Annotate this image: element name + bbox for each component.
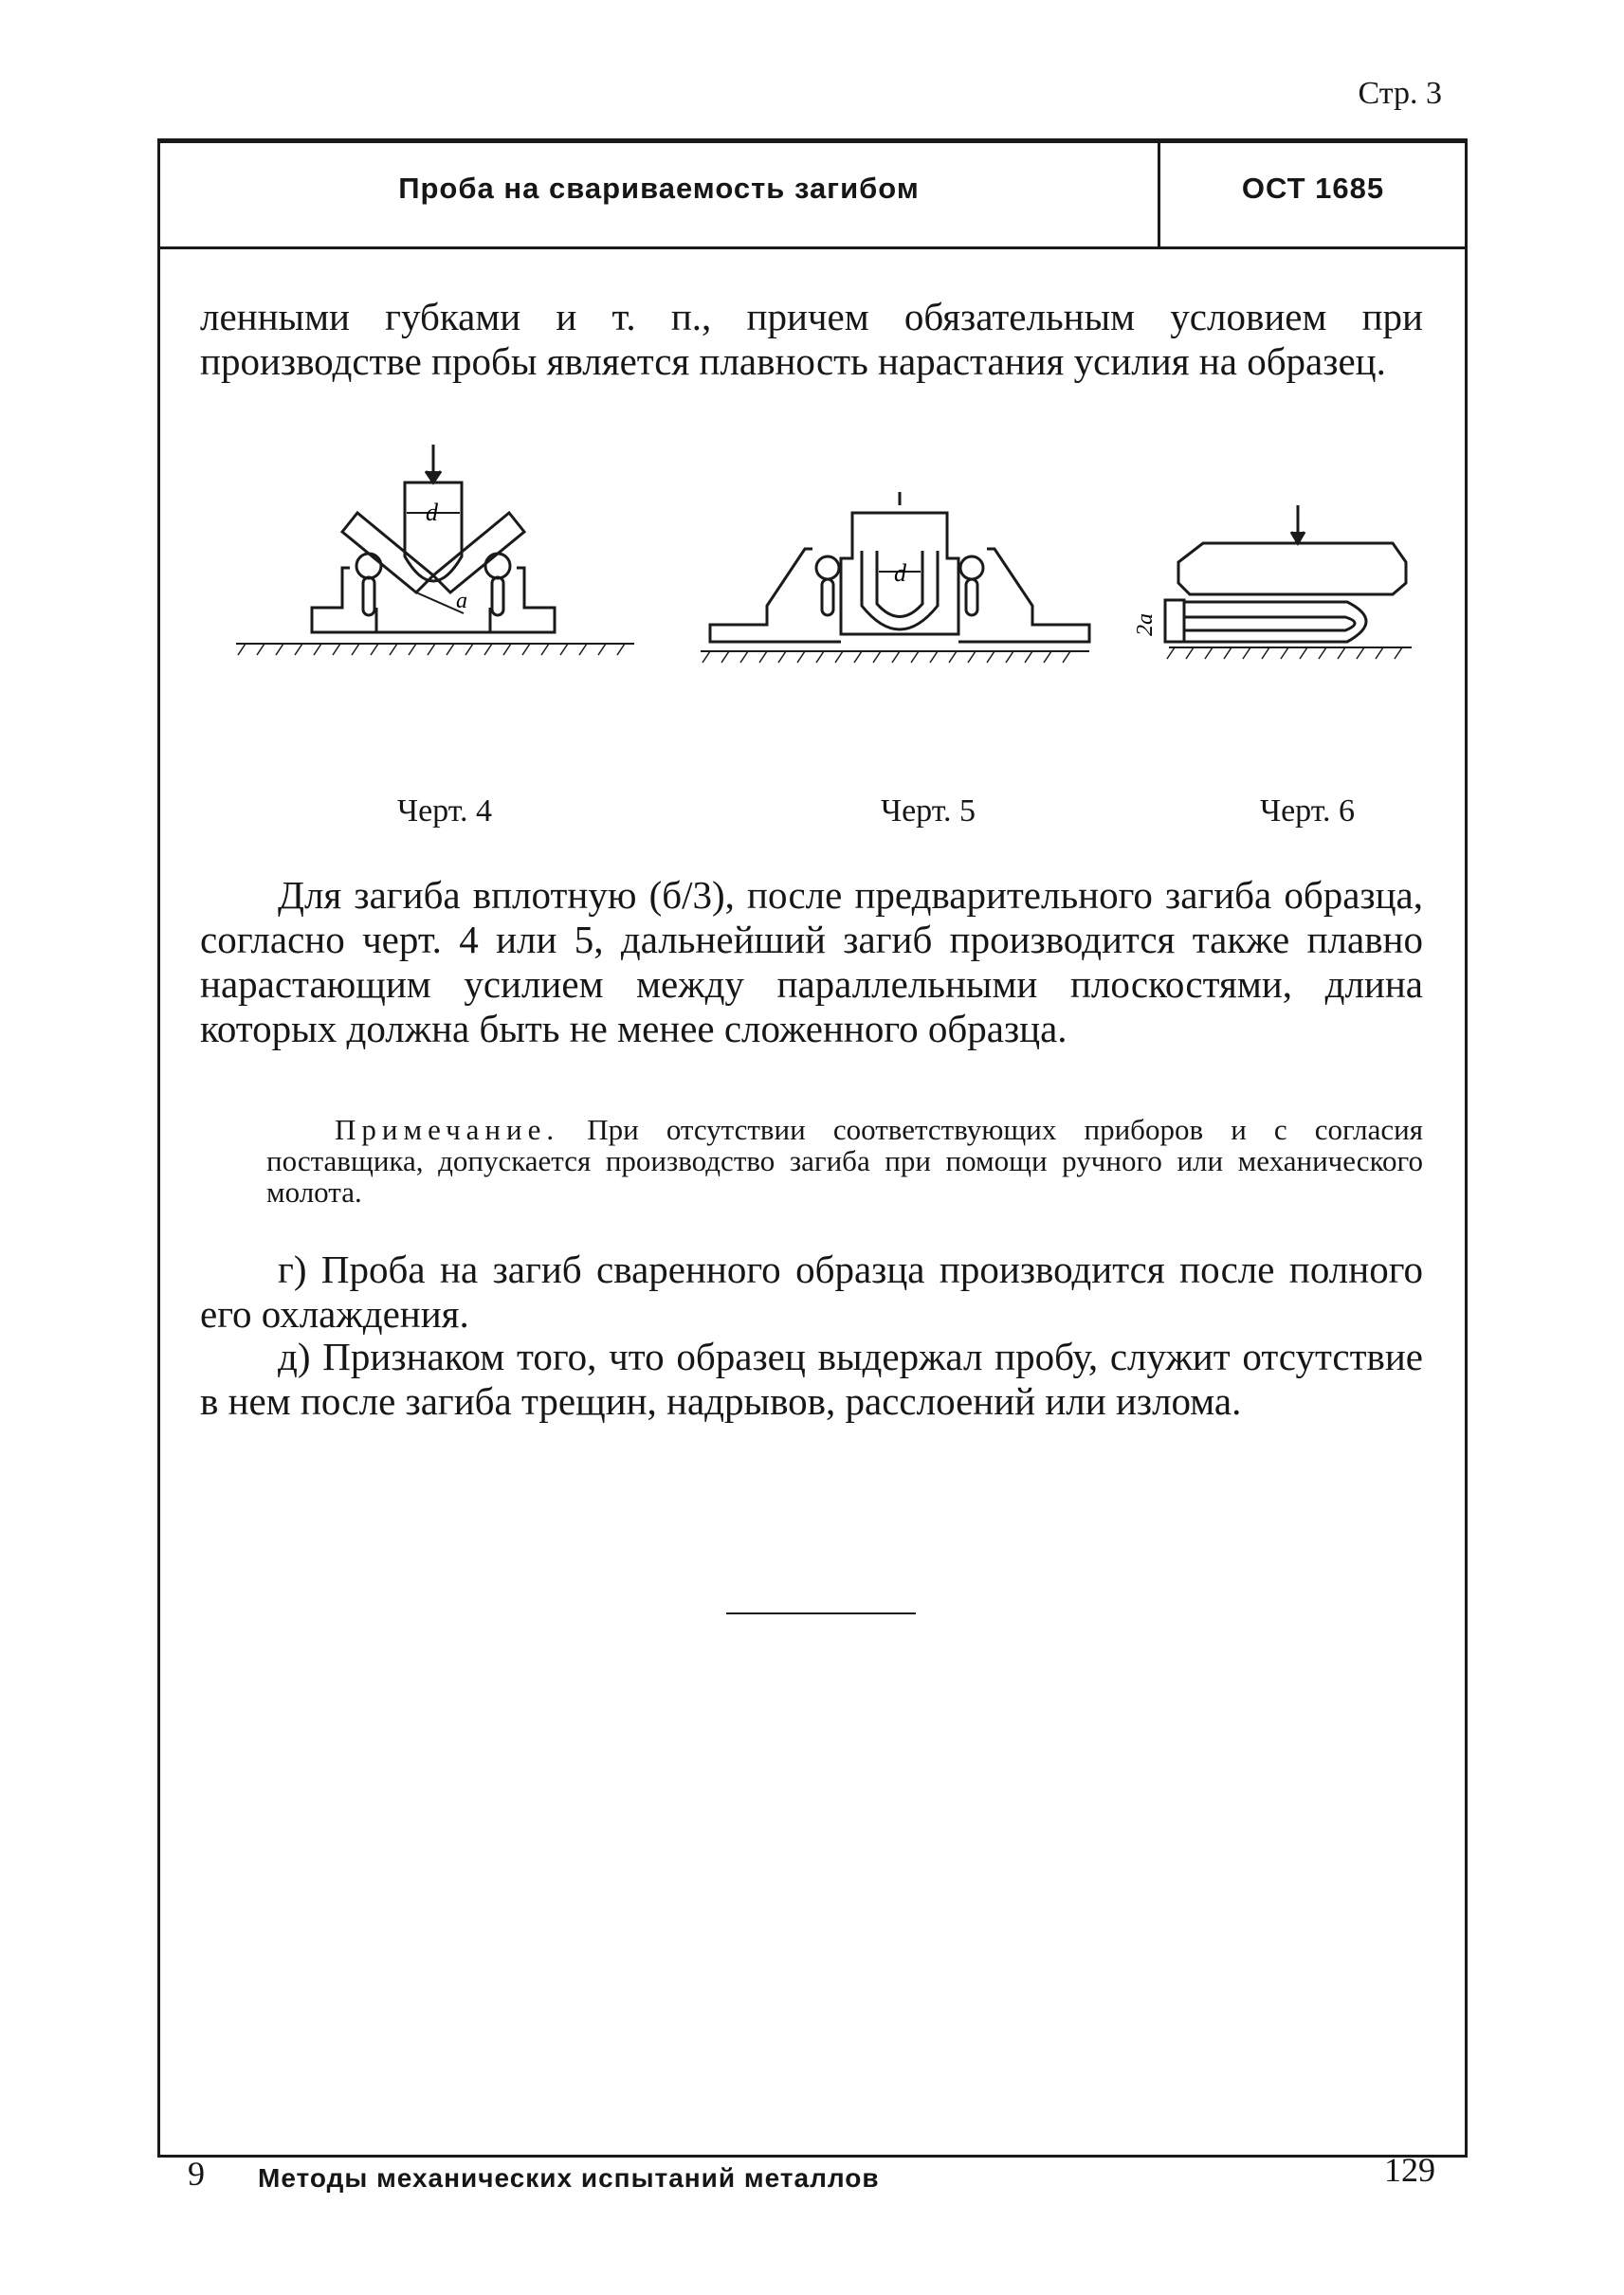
figure-6-drawing [1133,505,1412,723]
note-text: При отсутствии соответствующих приборов и с согласия поставщика, допускается производство загиба при помощи ручного или механического молота. [266,1113,1423,1209]
figure-5-drawing [701,492,1099,738]
note-label: Примечание. [335,1113,560,1146]
paragraph-item-g: г) Проба на загиб сваренного образца производится после полного его охлаждения. [200,1248,1423,1336]
page-label: Стр. 3 [1358,76,1442,111]
document-header [160,143,1465,249]
page-frame [157,138,1468,2158]
footer-page-number: 129 [1384,2151,1435,2189]
figure-6-caption: Черт. 6 [1259,793,1356,829]
figure-4-drawing [236,445,644,729]
paragraph-tight-bend: Для загиба вплотную (б/3), после предварительного загиба образца, согласно черт. 4 или 5, дальнейший загиб производится также плавно нарастающим усилием между параллельными плоскостями, длина которых должна быть не менее сложенного образца. [200,873,1423,1050]
figure-4-label-d: d [426,499,438,526]
header-divider [1158,143,1160,246]
figures-row [160,437,1465,835]
figure-4-caption: Черт. 4 [396,793,493,829]
footer-number: 9 [188,2155,205,2193]
figure-6-label-2a: 2a [1133,613,1158,636]
header-title: Проба на свариваемость загибом [398,172,920,205]
footer-title: Методы механических испытаний металлов [258,2163,880,2193]
paragraph-continued: ленными губками и т. п., причем обязательным условием при производстве пробы является плавность нарастания усилия на образец. [200,295,1423,383]
figure-5-caption: Черт. 5 [880,793,976,829]
end-rule [726,1612,916,1614]
header-code: ОСТ 1685 [1241,172,1385,205]
figure-5-label-d: d [894,559,906,587]
figure-4-label-a: a [456,589,467,613]
paragraph-item-d: д) Признаком того, что образец выдержал пробу, служит отсутствие в нем после загиба трещин, надрывов, расслоений или излома. [200,1335,1423,1423]
note [266,1114,1423,1208]
